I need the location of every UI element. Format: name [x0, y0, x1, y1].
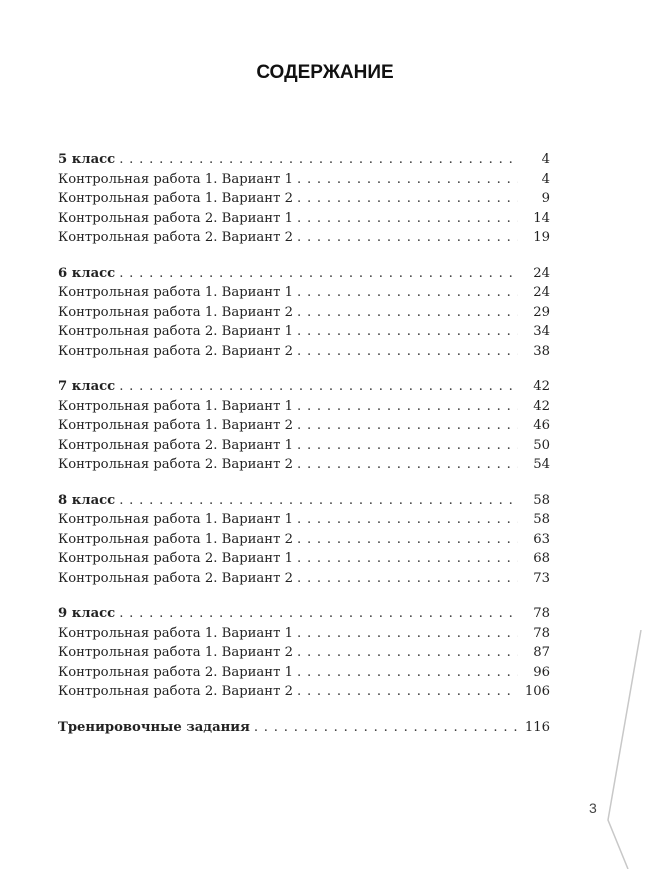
toc-training-section — [58, 718, 550, 738]
toc-entry-page: 14 — [533, 210, 550, 226]
toc-entry[interactable] — [58, 283, 550, 303]
dot-leader — [119, 604, 518, 624]
toc-entry-label: 9 класс — [58, 606, 116, 621]
toc-entry-page: 4 — [541, 171, 550, 187]
toc-entry[interactable] — [58, 530, 550, 550]
dot-leader — [119, 377, 518, 397]
dot-leader — [119, 491, 518, 511]
toc-entry-label: 7 класс — [58, 379, 116, 394]
dot-leader — [297, 436, 518, 456]
dot-leader — [297, 209, 518, 229]
dot-leader — [297, 416, 518, 436]
toc-entry[interactable] — [58, 397, 550, 417]
toc-entry[interactable] — [58, 436, 550, 456]
toc-entry-label: Контрольная работа 1. Вариант 1 — [58, 625, 293, 641]
toc-entry[interactable] — [58, 303, 550, 323]
toc-entry[interactable] — [58, 170, 550, 190]
toc-entry-page: 19 — [533, 230, 550, 245]
dot-leader — [297, 170, 518, 190]
toc-entry-label: Контрольная работа 2. Вариант 2 — [58, 684, 293, 699]
toc-entry-label: Контрольная работа 2. Вариант 1 — [58, 210, 293, 226]
toc-entry-page: 68 — [533, 551, 550, 566]
toc-entry-page: 50 — [533, 437, 550, 453]
dot-leader — [297, 322, 518, 342]
page-title: СОДЕРЖАНИЕ — [256, 62, 394, 83]
toc-entry-label: Контрольная работа 2. Вариант 2 — [58, 343, 293, 359]
toc-training-entry[interactable] — [58, 718, 550, 738]
dot-leader — [297, 549, 518, 569]
toc-entry[interactable] — [58, 416, 550, 436]
toc-entry-page: 9 — [541, 191, 550, 206]
toc-entry[interactable] — [58, 322, 550, 342]
dot-leader — [297, 530, 518, 550]
toc-entry[interactable] — [58, 342, 550, 362]
dot-leader — [297, 682, 517, 702]
toc-section — [58, 377, 550, 475]
toc-entry-label: Контрольная работа 1. Вариант 2 — [58, 645, 293, 660]
toc-entry-label: Контрольная работа 1. Вариант 1 — [58, 171, 293, 187]
toc-entry-label: Контрольная работа 2. Вариант 1 — [58, 664, 293, 680]
toc-entry-page: 116 — [524, 719, 550, 735]
toc-entry-label: 6 класс — [58, 265, 116, 281]
toc-section-heading[interactable] — [58, 150, 550, 170]
dot-leader — [297, 303, 518, 323]
toc-entry-label: Контрольная работа 1. Вариант 1 — [58, 398, 293, 414]
toc-section-heading[interactable] — [58, 377, 550, 397]
toc-entry-label: Контрольная работа 2. Вариант 1 — [58, 324, 293, 339]
toc-entry-page: 24 — [533, 265, 550, 281]
toc-section-heading[interactable] — [58, 491, 550, 511]
toc-section — [58, 491, 550, 589]
dot-leader — [119, 264, 518, 284]
dot-leader — [297, 510, 518, 530]
toc-entry-label: 5 класс — [58, 152, 116, 167]
toc-entry[interactable] — [58, 510, 550, 530]
toc-entry-label: Контрольная работа 1. Вариант 1 — [58, 285, 293, 300]
page-corner-decoration — [570, 630, 650, 869]
toc-entry-label: Тренировочные задания — [58, 719, 250, 735]
toc-entry-label: Контрольная работа 1. Вариант 2 — [58, 191, 293, 206]
toc-entry[interactable] — [58, 549, 550, 569]
toc-entry-page: 24 — [533, 285, 550, 300]
dot-leader — [297, 189, 518, 209]
toc-entry-label: Контрольная работа 2. Вариант 2 — [58, 570, 293, 586]
toc-entry-page: 87 — [533, 645, 550, 660]
dot-leader — [297, 624, 518, 644]
toc-entry[interactable] — [58, 569, 550, 589]
toc-entry-page: 42 — [533, 379, 550, 394]
dot-leader — [297, 455, 518, 475]
toc-entry-label: Контрольная работа 2. Вариант 2 — [58, 457, 293, 472]
toc-entry[interactable] — [58, 455, 550, 475]
toc-section-heading[interactable] — [58, 604, 550, 624]
toc-entry-page: 58 — [533, 512, 550, 527]
dot-leader — [119, 150, 518, 170]
toc-entry-page: 78 — [533, 606, 550, 621]
dot-leader — [297, 643, 518, 663]
toc-entry-label: Контрольная работа 1. Вариант 1 — [58, 512, 293, 527]
toc-entry-page: 34 — [533, 324, 550, 339]
table-of-contents — [58, 150, 550, 753]
toc-entry-page: 42 — [533, 398, 550, 414]
dot-leader — [297, 569, 518, 589]
toc-entry-label: 8 класс — [58, 492, 116, 508]
toc-entry-page: 38 — [533, 343, 550, 359]
toc-entry-page: 54 — [533, 457, 550, 472]
toc-entry[interactable] — [58, 209, 550, 229]
toc-section — [58, 604, 550, 702]
toc-entry-label: Контрольная работа 2. Вариант 2 — [58, 230, 293, 245]
toc-entry-label: Контрольная работа 1. Вариант 2 — [58, 304, 293, 320]
toc-entry[interactable] — [58, 189, 550, 209]
toc-entry[interactable] — [58, 624, 550, 644]
toc-entry-page: 29 — [533, 304, 550, 320]
toc-entry-page: 46 — [533, 418, 550, 433]
toc-entry-page: 73 — [533, 570, 550, 586]
toc-entry[interactable] — [58, 643, 550, 663]
toc-entry-page: 78 — [533, 625, 550, 641]
toc-entry[interactable] — [58, 663, 550, 683]
toc-entry-label: Контрольная работа 2. Вариант 1 — [58, 437, 293, 453]
dot-leader — [254, 718, 517, 738]
dot-leader — [297, 397, 518, 417]
toc-entry[interactable] — [58, 682, 550, 702]
dot-leader — [297, 342, 518, 362]
toc-section-heading[interactable] — [58, 264, 550, 284]
toc-entry[interactable] — [58, 228, 550, 248]
toc-entry-label: Контрольная работа 1. Вариант 2 — [58, 418, 293, 433]
toc-entry-label: Контрольная работа 1. Вариант 2 — [58, 531, 293, 547]
toc-entry-page: 4 — [541, 152, 550, 167]
toc-entry-page: 58 — [533, 492, 550, 508]
dot-leader — [297, 283, 518, 303]
toc-section — [58, 150, 550, 248]
toc-entry-page: 96 — [533, 664, 550, 680]
dot-leader — [297, 663, 518, 683]
toc-entry-page: 106 — [524, 684, 550, 699]
toc-section — [58, 264, 550, 362]
toc-entry-page: 63 — [533, 531, 550, 547]
toc-entry-label: Контрольная работа 2. Вариант 1 — [58, 551, 293, 566]
dot-leader — [297, 228, 518, 248]
page-number: 3 — [589, 800, 597, 816]
